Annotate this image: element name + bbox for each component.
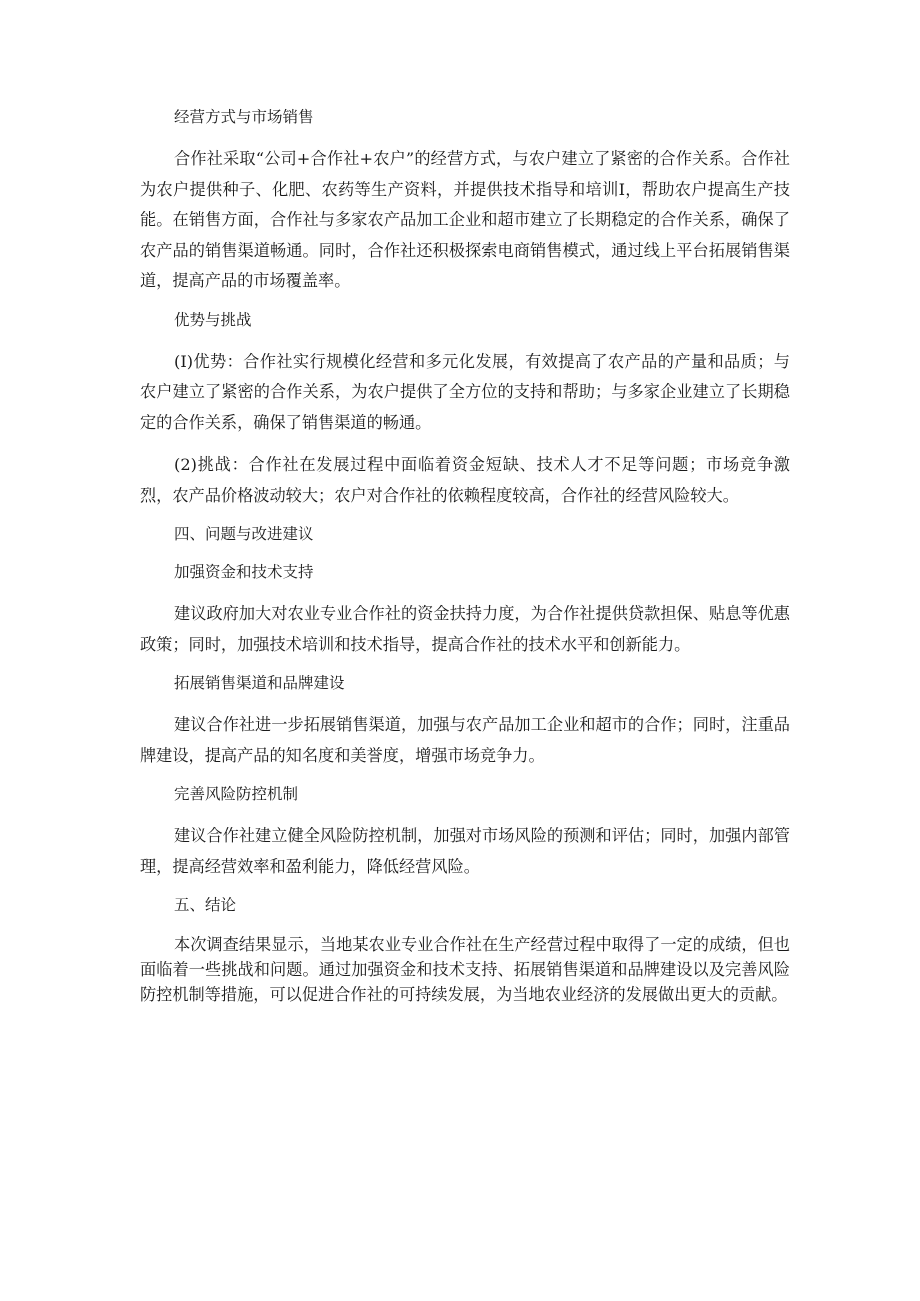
section-heading-risk: 完善风险防控机制 [174, 785, 299, 803]
section-heading-sales-channels: 拓展销售渠道和品牌建设 [174, 674, 345, 692]
section-heading-conclusion: 五、结论 [174, 896, 237, 914]
section-heading-advantages: 优势与挑战 [174, 310, 252, 329]
section-heading-problems: 四、问题与改进建议 [174, 525, 314, 543]
paragraph-sales-channels: 建议合作社进一步拓展销售渠道，加强与农产品加工企业和超市的合作；同时，注重品牌建设，提高产品的知名度和美誉度，增强市场竞争力。 [140, 715, 790, 765]
paragraph-conclusion: 本次调查结果显示，当地某农业专业合作社在生产经营过程中取得了一定的成绩，但也面临着一些挑战和问题。通过加强资金和技术支持、拓展销售渠道和品牌建设以及完善风险防控机制等措施，可以促进合作社的可持续发展，为当地农业经济的发展做出更大的贡献。 [140, 935, 790, 1004]
paragraph-risk: 建议合作社建立健全风险防控机制，加强对市场风险的预测和评估；同时，加强内部管理，提高经营效率和盈利能力，降低经营风险。 [140, 826, 790, 876]
paragraph-advantages: (I)优势：合作社实行规模化经营和多元化发展，有效提高了农产品的产量和品质；与农户建立了紧密的合作关系，为农户提供了全方位的支持和帮助；与多家企业建立了长期稳定的合作关系，确保了销售渠道的畅通。 [140, 351, 790, 432]
document-page [140, 106, 790, 1019]
paragraph-challenges: (2)挑战：合作社在发展过程中面临着资金短缺、技术人才不足等问题；市场竞争激烈，农产品价格波动较大；农户对合作社的依赖程度较高，合作社的经营风险较大。 [140, 455, 790, 505]
paragraph-funding: 建议政府加大对农业专业合作社的资金扶持力度，为合作社提供贷款担保、贴息等优惠政策；同时，加强技术培训和技术指导，提高合作社的技术水平和创新能力。 [140, 604, 790, 654]
section-heading-funding: 加强资金和技术支持 [174, 563, 314, 581]
section-heading-operation: 经营方式与市场销售 [174, 108, 314, 126]
paragraph-operation: 合作社采取“公司+合作社+农户”的经营方式，与农户建立了紧密的合作关系。合作社为农户提供种子、化肥、农药等生产资料，并提供技术指导和培训I，帮助农户提高生产技能。在销售方面，合作社与多家农产品加工企业和超市建立了长期稳定的合作关系，确保了农产品的销售渠道畅通。同时，合作社还积极探索电商销售模式，通过线上平台拓展销售渠道，提高产品的市场覆盖率。 [140, 149, 790, 290]
